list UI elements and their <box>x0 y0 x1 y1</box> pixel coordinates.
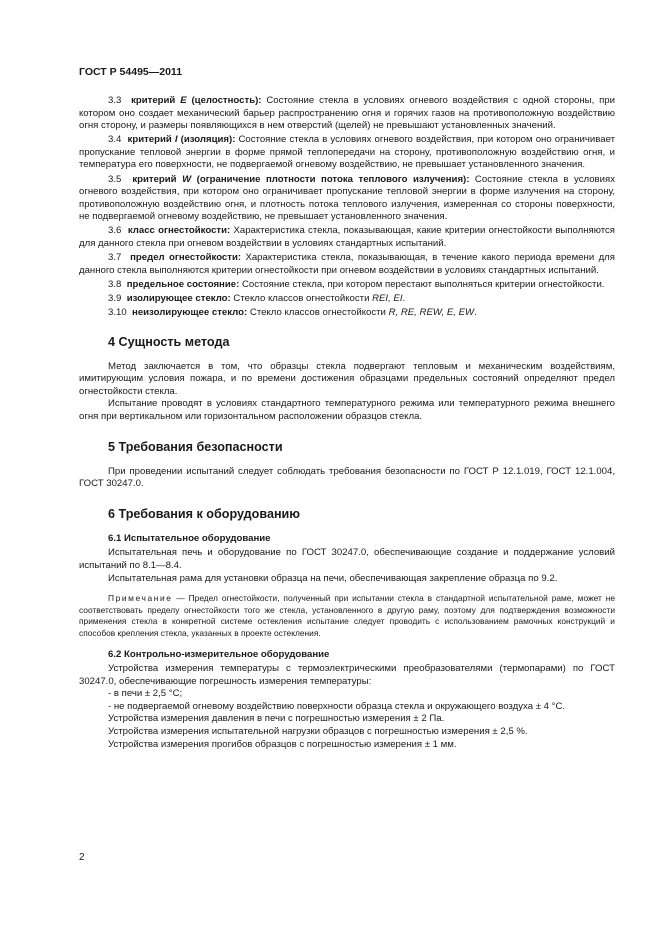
subsection-6-1-title: 6.1 Испытательное оборудование <box>108 532 271 544</box>
definition-item: 3.3 критерий E (целостность): Состояние стекла в условиях огневого воздействия с одной стороны, при котором оно создает механический барьер распространению огня и горячих газов на противоположную воздействию огня сторону, и размеры появляющихся в нем отверстий (щелей) не превышают установленных значений. <box>79 95 615 132</box>
section-6-paragraph: Устройства измерения температуры с термоэлектрическими преобразователями (термопарами) по ГОСТ 30247.0, обеспечивающие погрешность измерения температуры: <box>79 663 615 687</box>
section-6-paragraph: Испытательная печь и оборудование по ГОСТ 30247.0, обеспечивающие создание и поддержание условий испытаний по 8.1—8.4. <box>79 547 615 571</box>
subsection-6-2-title: 6.2 Контрольно-измерительное оборудование <box>108 648 330 660</box>
section-6-paragraph: Испытательная рама для установки образца на печи, обеспечивающая закрепление образца по 9.2. <box>108 572 558 584</box>
section-6-paragraph: Устройства измерения испытательной нагрузки образцов с погрешностью измерения ± 2,5 %. <box>108 726 528 738</box>
definition-item: 3.5 критерий W (ограничение плотности потока теплового излучения): Состояние стекла в условиях огневого воздействия, при котором оно ограничивает пропускание тепловой энергии в форме излучения на сторону, противоположную воздействию огня, и плотность потока теплового излучения, измеренная со стороны поверхности, не подвергаемой огневому воздействию, не превышает установленного значения. <box>79 173 615 223</box>
definitions-list <box>79 95 615 291</box>
page-number: 2 <box>79 852 85 863</box>
note: Примечание — Предел огнестойкости, полученный при испытании стекла в стандартной испытательной раме, может не соответствовать пределу огнестойкости того же стекла, установленного в другую раму, поэтому для подтверждения возможности применения стекла в конкретной системе остекления испытание следует проводить с использованием рамочных конструкций и способов крепления стекла, указанных в проекте остекления. <box>79 593 615 638</box>
document-header: ГОСТ Р 54495—2011 <box>79 66 183 78</box>
definition-item: 3.4 критерий I (изоляция): Состояние стекла в условиях огневого воздействия, при котором оно ограничивает пропускание тепловой энергии в форме прямой теплопередачи на сторону, противоположную воздействию огня, и температура его поверхности, не подвергаемой огневому воздействию, не превышает установленного значения. <box>79 134 616 171</box>
section-4-paragraph: Метод заключается в том, что образцы стекла подвергают тепловым и механическим воздействиям, имитирующим условия пожара, и по времени достижения образцами предельных состояний определяют предел огнестойкости стекла. <box>79 360 615 397</box>
section-5-title: 5 Требования безопасности <box>108 439 283 454</box>
section-4-paragraph: Испытание проводят в условиях стандартного температурного режима или температурного режима внешнего огня при вертикальном или горизонтальном расположении образцов стекла. <box>79 398 615 422</box>
definition-item: 3.8 предельное состояние: Состояние стекла, при котором перестают выполняться критерии огнестойкости. <box>108 278 605 290</box>
list-item: - в печи ± 2,5 °С; <box>108 688 183 700</box>
list-item: - не подвергаемой огневому воздействию поверхности образца стекла и окружающего воздуха ± 4 °С. <box>108 700 566 712</box>
section-5-paragraph: При проведении испытаний следует соблюдать требования безопасности по ГОСТ Р 12.1.019, ГОСТ 12.1.004, ГОСТ 30247.0. <box>79 465 615 490</box>
section-6-paragraph: Устройства измерения прогибов образцов с погрешностью измерения ± 1 мм. <box>108 738 457 750</box>
section-6-paragraph: Устройства измерения давления в печи с погрешностью измерения ± 2 Па. <box>108 713 445 725</box>
section-6-title: 6 Требования к оборудованию <box>108 506 301 521</box>
section-4-title: 4 Сущность метода <box>108 334 230 349</box>
definition-item: 3.7 предел огнестойкости: Характеристика стекла, показывающая, в течение какого периода времени для данного стекла выполняются критерии огнестойкости при огневом воздействии в условиях стандартных испытаний. <box>79 252 615 276</box>
definition-3-10: 3.10 неизолирующее стекло: Стекло классов огнестойкости R, RE, REW, E, EW. <box>108 307 477 318</box>
page-body <box>79 95 615 751</box>
definition-item: 3.6 класс огнестойкости: Характеристика стекла, показывающая, какие критерии огнестойкости выполняются для данного стекла при огневом воздействии в условиях стандартных испытаний. <box>79 225 615 250</box>
definition-3-9: 3.9 изолирующее стекло: Стекло классов огнестойкости REI, EI. <box>108 292 406 304</box>
